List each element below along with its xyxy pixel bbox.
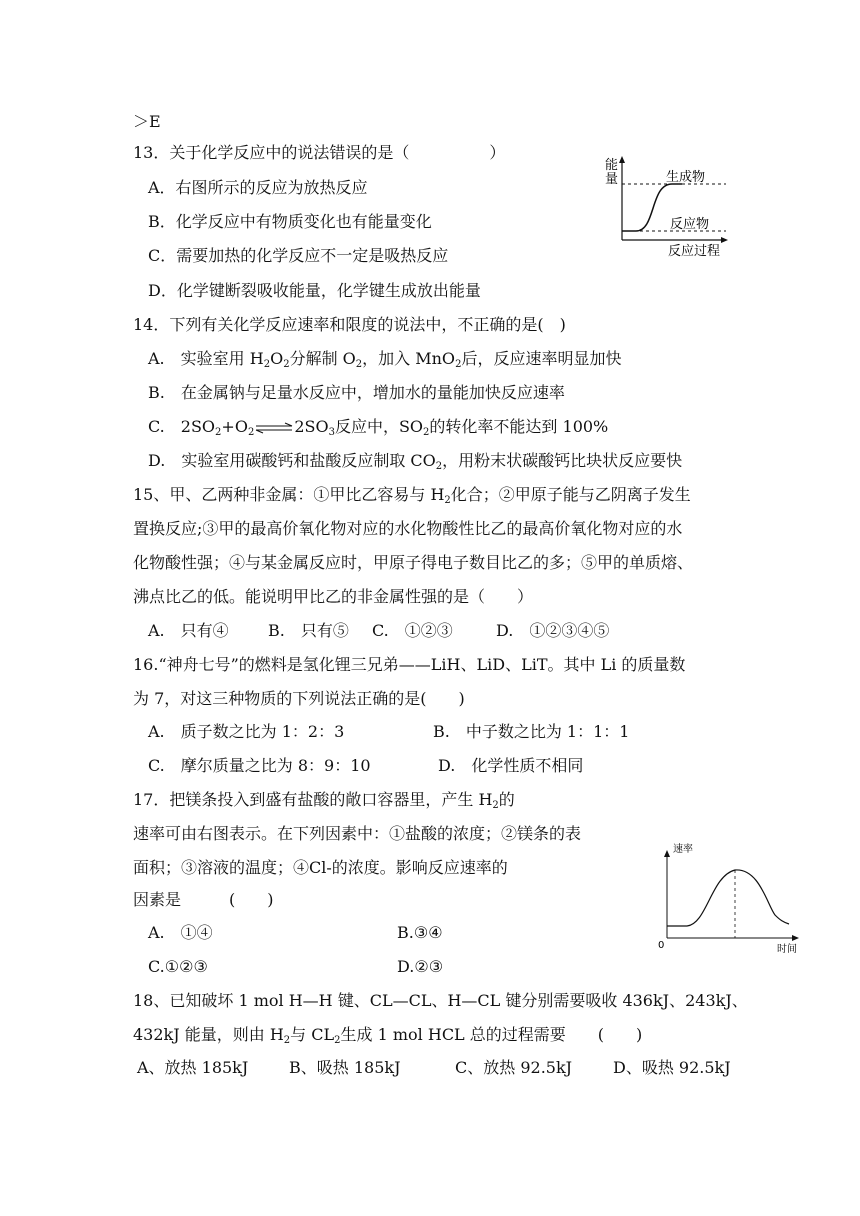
- rate-axis-x-arrow-icon: [792, 935, 799, 941]
- equilibrium-arrow-icon: [254, 422, 294, 434]
- text: 的转化率不能达到 100%: [429, 417, 609, 436]
- q17-option-a: A. ①④: [148, 923, 213, 942]
- text: 15、甲、乙两种非金属：①甲比乙容易与 H: [133, 485, 445, 504]
- q16-line-1: 16.“神舟七号”的燃料是氢化锂三兄弟——LiH、LiD、LiT。其中 Li 的质量数: [133, 655, 686, 674]
- q17-option-d: D.②③: [397, 957, 444, 976]
- q18-option-d: D、吸热 92.5kJ: [613, 1058, 731, 1077]
- rate-y-label: 速率: [673, 844, 693, 855]
- text: D. 实验室用碳酸钙和盐酸反应制取 CO: [148, 451, 436, 470]
- sub: 2: [283, 1035, 291, 1046]
- rate-x-label: 时间: [777, 944, 797, 955]
- text: 与 CL: [290, 1025, 335, 1044]
- sub: 2: [455, 359, 462, 370]
- sub: 2: [283, 359, 290, 370]
- energy-diagram: [600, 154, 735, 260]
- q15-line-3: 化物酸性强；④与某金属反应时，甲原子得电子数目比乙的多；⑤甲的单质熔、: [133, 553, 694, 572]
- q15-option-d: D. ①②③④⑤: [496, 621, 610, 640]
- q14-option-a: [148, 349, 621, 369]
- q18-option-c: C、放热 92.5kJ: [455, 1058, 573, 1077]
- q15-line-4: 沸点比乙的低。能说明甲比乙的非金属性强的是（ ）: [133, 587, 534, 606]
- q15-option-a: A. 只有④: [148, 621, 229, 640]
- q16-option-c: C. 摩尔质量之比为 8：9：10: [148, 756, 371, 775]
- sub: 2: [444, 495, 451, 506]
- q15-option-b: B. 只有⑤: [268, 621, 349, 640]
- sub: 2: [334, 1035, 341, 1046]
- q13-option-a: A．右图所示的反应为放热反应: [148, 178, 368, 197]
- text: O: [270, 349, 284, 368]
- text: A. 实验室用 H: [148, 349, 264, 368]
- rate-curve: [667, 870, 789, 926]
- product-label: 生成物: [666, 170, 706, 185]
- text: C. 2SO: [148, 417, 216, 436]
- q13-option-b: B．化学反应中有物质变化也有能量变化: [148, 212, 432, 231]
- energy-y-label-2: 量: [605, 172, 619, 187]
- q17-line-4: 因素是 ( ): [133, 890, 274, 909]
- text: +O: [221, 417, 248, 436]
- q14-option-c: [148, 417, 608, 437]
- q15-line-1: [133, 485, 691, 505]
- q17-option-c: C.①②③: [148, 957, 208, 976]
- q13-option-d: D．化学键断裂吸收能量，化学键生成放出能量: [148, 281, 481, 300]
- energy-x-label: 反应过程: [668, 244, 721, 259]
- q17-option-b: B.③④: [397, 923, 443, 942]
- q14-option-b: B. 在金属钠与足量水反应中，增加水的量能加快反应速率: [148, 383, 565, 402]
- q15-line-2: 置换反应;③甲的最高价氧化物对应的水化物酸性比乙的最高价氧化物对应的水: [133, 519, 683, 538]
- sub: 2: [355, 359, 363, 370]
- q16-line-2: 为 7，对这三种物质的下列说法正确的是( ): [133, 689, 465, 708]
- text: 后，反应速率明显加快: [461, 349, 622, 368]
- q18-option-b: B、吸热 185kJ: [289, 1058, 401, 1077]
- rate-graph: [655, 840, 805, 956]
- sub: 2: [215, 427, 222, 438]
- q16-option-a: A. 质子数之比为 1：2：3: [148, 722, 345, 741]
- reactant-label: 反应物: [670, 217, 710, 232]
- q18-option-a: A、放热 185kJ: [137, 1058, 249, 1077]
- q17-line-1: [133, 790, 515, 810]
- sub: 2: [263, 359, 271, 370]
- q17-line-3: 面积；③溶液的温度；④Cl-的浓度。影响反应速率的: [133, 858, 508, 877]
- text: 的: [498, 790, 515, 809]
- text: 17．把镁条投入到盛有盐酸的敞口容器里，产生 H: [133, 790, 493, 809]
- top-fragment: ＞E: [133, 112, 161, 131]
- q15-option-c: C. ①②③: [372, 621, 453, 640]
- text: 分解制 O: [289, 349, 356, 368]
- text: 432kJ 能量，则由 H: [133, 1025, 284, 1044]
- energy-axis-y-arrow-icon: [619, 156, 625, 163]
- sub: 2: [435, 461, 443, 472]
- energy-y-label-1: 能: [605, 158, 619, 173]
- rate-origin-label: 0: [658, 940, 665, 951]
- q16-option-d: D. 化学性质不相同: [438, 756, 584, 775]
- q18-line-1: 18、已知破坏 1 mol H—H 键、CL—CL、H—CL 键分别需要吸收 436kJ、243kJ、: [133, 991, 748, 1010]
- text: ，用粉末状碳酸钙比块状反应要快: [442, 451, 683, 470]
- q13-option-c: C．需要加热的化学反应不一定是吸热反应: [148, 246, 449, 265]
- q13-stem: 13．关于化学反应中的说法错误的是（ ）: [133, 143, 506, 162]
- text: 2SO: [294, 417, 329, 436]
- energy-axis-x-arrow-icon: [721, 237, 728, 243]
- q17-line-2: 速率可由右图表示。在下列因素中：①盐酸的浓度；②镁条的表: [133, 824, 582, 843]
- rate-axis-y-arrow-icon: [664, 850, 670, 857]
- q14-option-d: [148, 451, 682, 471]
- sub: 3: [328, 427, 335, 438]
- text: 生成 1 mol HCL 总的过程需要 ( ): [340, 1025, 643, 1044]
- sub: 2: [423, 427, 430, 438]
- sub: 2: [247, 427, 255, 438]
- q18-line-2: [133, 1025, 642, 1045]
- text: 化合；②甲原子能与乙阴离子发生: [450, 485, 691, 504]
- sub: 2: [492, 800, 499, 811]
- q16-option-b: B. 中子数之比为 1：1：1: [433, 722, 630, 741]
- text: 反应中，SO: [334, 417, 424, 436]
- q14-stem: 14．下列有关化学反应速率和限度的说法中，不正确的是( ): [133, 315, 566, 334]
- text: ，加入 MnO: [362, 349, 456, 368]
